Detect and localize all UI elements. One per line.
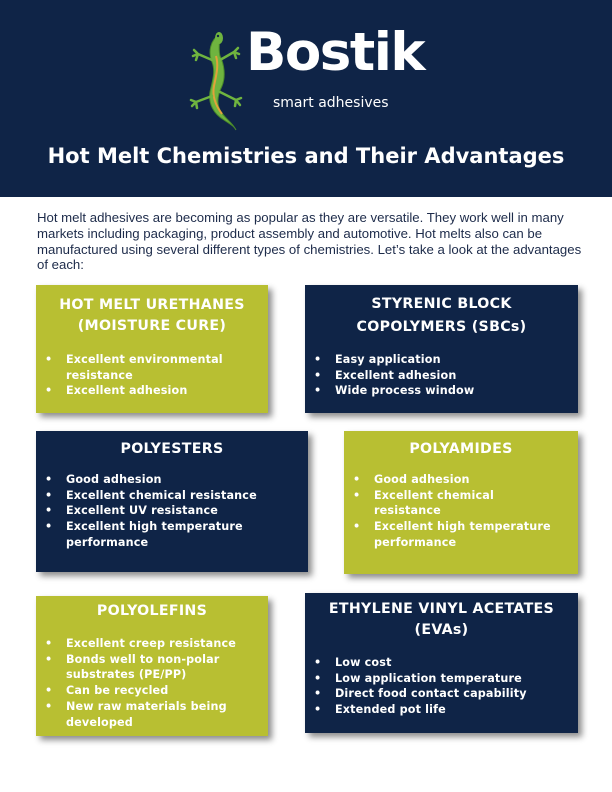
card-title-line: (EVAs) bbox=[414, 622, 469, 638]
card-title-line: COPOLYMERS (SBCs) bbox=[356, 319, 527, 335]
advantages-list bbox=[36, 352, 268, 399]
card-polyolefins bbox=[36, 596, 268, 736]
list-item: • Excellent environmental resistance bbox=[36, 352, 262, 383]
list-item: • Excellent chemical resistance bbox=[36, 488, 308, 504]
card-title bbox=[305, 293, 578, 339]
header-banner bbox=[0, 0, 612, 197]
list-item: • Excellent adhesion bbox=[36, 383, 262, 399]
advantages-list bbox=[36, 636, 268, 730]
list-item: • Direct food contact capability bbox=[305, 686, 578, 702]
card-styrenic-block-copolymers bbox=[305, 285, 578, 413]
card-title-line: ETHYLENE VINYL ACETATES bbox=[328, 601, 555, 617]
card-hot-melt-urethanes bbox=[36, 285, 268, 413]
card-title: POLYESTERS bbox=[120, 441, 224, 457]
list-item: • Excellent high temperature performance bbox=[344, 519, 572, 550]
advantages-list bbox=[305, 655, 578, 718]
list-item: • Excellent chemical resistance bbox=[344, 488, 572, 519]
list-item: • Extended pot life bbox=[305, 702, 578, 718]
card-title-line: STYRENIC BLOCK bbox=[371, 296, 512, 312]
card-polyesters bbox=[36, 431, 308, 572]
brand-name: Bostik bbox=[246, 22, 425, 83]
list-item: • Can be recycled bbox=[36, 683, 262, 699]
list-item: • Excellent adhesion bbox=[305, 368, 578, 384]
brand-tagline: smart adhesives bbox=[273, 95, 389, 111]
list-item: • Wide process window bbox=[305, 383, 578, 399]
list-item: • Low application temperature bbox=[305, 671, 578, 687]
advantages-list bbox=[305, 352, 578, 399]
list-item: • Easy application bbox=[305, 352, 578, 368]
advantages-list bbox=[36, 472, 308, 551]
advantages-list bbox=[344, 472, 578, 551]
intro-paragraph: Hot melt adhesives are becoming as popular as they are versatile. They work well in many markets including packaging, product assembly and automotive. Hot melts also can be manufactured using several different types of chemistries. Let’s take a look at the advantages of each: bbox=[37, 210, 582, 273]
card-title: POLYOLEFINS bbox=[96, 603, 208, 619]
card-title: POLYAMIDES bbox=[409, 441, 513, 457]
list-item: • Good adhesion bbox=[36, 472, 308, 488]
card-title-line: HOT MELT URETHANES bbox=[59, 297, 245, 313]
list-item: • Low cost bbox=[305, 655, 578, 671]
list-item: • Bonds well to non-polar substrates (PE/PP) bbox=[36, 652, 262, 683]
card-title bbox=[36, 295, 268, 337]
list-item: • Excellent creep resistance bbox=[36, 636, 262, 652]
card-title bbox=[305, 599, 578, 641]
card-polyamides bbox=[344, 431, 578, 574]
list-item: • Good adhesion bbox=[344, 472, 572, 488]
card-title-line: (MOISTURE CURE) bbox=[77, 318, 227, 334]
list-item: • New raw materials being developed bbox=[36, 699, 262, 730]
list-item: • Excellent UV resistance bbox=[36, 503, 308, 519]
list-item: • Excellent high temperature performance bbox=[36, 519, 308, 550]
card-ethylene-vinyl-acetates bbox=[305, 593, 578, 733]
page-title: Hot Melt Chemistries and Their Advantages bbox=[47, 144, 565, 168]
